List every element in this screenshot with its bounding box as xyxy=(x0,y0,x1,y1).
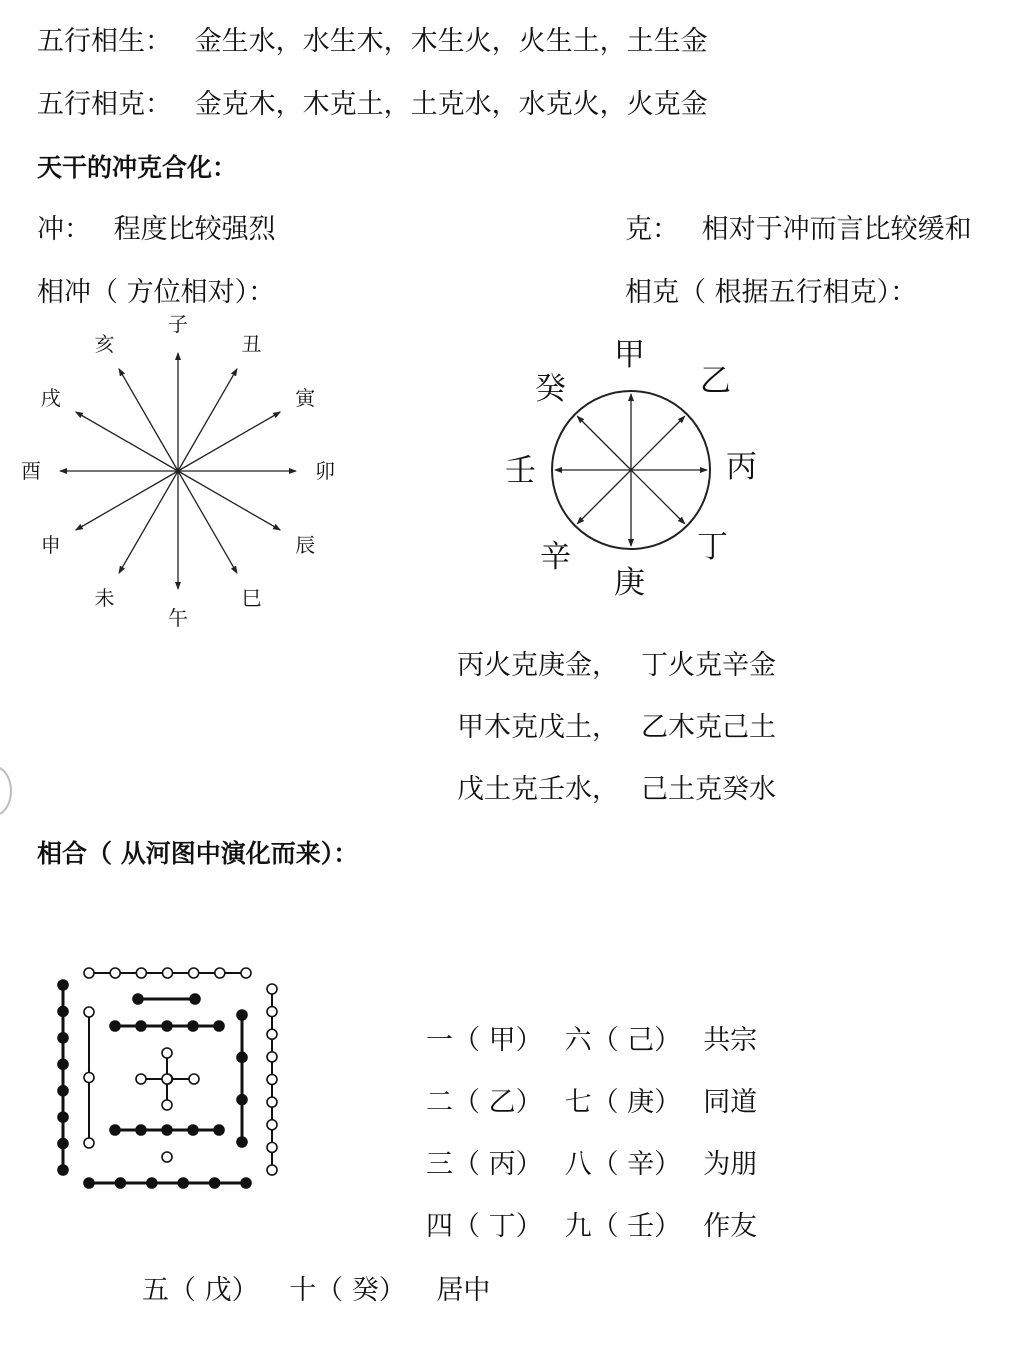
branch-label: 戌 xyxy=(40,385,61,410)
sheng-label: 五行相生： xyxy=(37,26,172,57)
hetu-dot-filled xyxy=(147,1178,157,1188)
stem-label: 乙 xyxy=(700,363,731,399)
hetu-dot-filled xyxy=(58,1059,68,1069)
hetu-dot-filled xyxy=(214,1125,224,1135)
branch-label: 丑 xyxy=(241,331,262,356)
ke-desc: 相对于冲而言比较缓和 xyxy=(701,214,972,245)
stem-label: 丙 xyxy=(726,449,757,485)
hetu-dot-filled xyxy=(58,1165,68,1175)
hetu-dot-open xyxy=(267,1029,277,1039)
hetu-dot-open xyxy=(267,1075,277,1085)
hetu-dot-filled xyxy=(58,1033,68,1043)
hetu-dot-open xyxy=(84,1073,94,1083)
hetu-dot-filled xyxy=(237,1052,247,1062)
branch-label: 卯 xyxy=(315,459,335,483)
stem-label: 丁 xyxy=(697,529,728,565)
he-title: 相合（ 从河图中演化而来）： xyxy=(37,839,359,868)
hetu-dot-filled xyxy=(84,1178,94,1188)
he-pair-c: 共宗 xyxy=(703,1025,758,1056)
stem-label: 癸 xyxy=(535,371,566,407)
ke-pair-b: 己土克癸水 xyxy=(641,774,776,805)
ke-heading: 相克（ 根据五行相克）： xyxy=(625,277,918,308)
section-title: 天干的冲克合化： xyxy=(37,153,238,182)
chong-desc: 程度比较强烈 xyxy=(113,214,276,245)
hetu-dot-open xyxy=(136,968,146,978)
hetu-dot-open xyxy=(267,1142,277,1152)
hetu-dot-filled xyxy=(178,1178,188,1188)
hetu-dot-open xyxy=(84,968,94,978)
hetu-dot-open xyxy=(163,968,173,978)
hetu-dot-open xyxy=(267,1165,277,1175)
branch-label: 辰 xyxy=(295,532,316,557)
he-pair-b: 九（ 壬） xyxy=(564,1211,682,1242)
hetu-dot-open xyxy=(110,968,120,978)
hetu-dot-filled xyxy=(188,1021,198,1031)
hetu-dot-filled xyxy=(110,1021,120,1031)
hetu-dot-filled xyxy=(237,1095,247,1105)
hetu-dot-filled xyxy=(58,1139,68,1149)
hetu-dot-filled xyxy=(115,1178,125,1188)
hetu-dot-filled xyxy=(110,1125,120,1135)
hetu-dot-filled xyxy=(58,1086,68,1096)
ke-text: 金克木，木克土，土克水，水克火，火克金 xyxy=(194,89,708,120)
he-pair-row xyxy=(426,1149,757,1181)
hetu-dot-open xyxy=(215,968,225,978)
hetu-dot-open xyxy=(84,1007,94,1017)
hetu-dot-filled xyxy=(241,1178,251,1188)
hetu-dot-filled xyxy=(136,1125,146,1135)
he-pair-a: 一（ 甲） xyxy=(426,1025,543,1056)
he-pair-c: 为朋 xyxy=(703,1149,758,1180)
he-center-line xyxy=(142,1275,490,1307)
hetu-dot-filled xyxy=(237,1137,247,1147)
hetu-dot-open xyxy=(162,1100,172,1110)
branch-label: 巳 xyxy=(241,586,262,611)
ke-pair-a: 戊土克壬水， xyxy=(457,774,619,805)
he-pair-c: 作友 xyxy=(703,1211,758,1242)
hetu-dot-open xyxy=(267,984,277,994)
hetu-dot-open xyxy=(267,1052,277,1062)
he-pair-b: 八（ 辛） xyxy=(564,1149,682,1180)
he-center-a: 五（ 戊） xyxy=(142,1275,259,1306)
ke-desc-label: 克： xyxy=(625,214,679,245)
hetu-dot-filled xyxy=(190,994,200,1004)
stem-label: 辛 xyxy=(540,539,571,575)
hetu-dot-open xyxy=(84,1138,94,1148)
hetu-dot-filled xyxy=(58,1006,68,1016)
branch-label: 子 xyxy=(168,312,188,336)
he-center-c: 居中 xyxy=(436,1275,491,1306)
branch-label: 未 xyxy=(94,586,115,611)
hetu-dot-filled xyxy=(188,1125,198,1135)
he-pair-a: 二（ 乙） xyxy=(426,1087,543,1118)
hetu-dot-open xyxy=(136,1074,146,1084)
he-pair-b: 六（ 己） xyxy=(564,1025,682,1056)
hetu-dot-open xyxy=(162,1048,172,1058)
chong-heading: 相冲（ 方位相对）： xyxy=(37,277,276,308)
hetu-dot-open xyxy=(162,1152,172,1162)
hetu-dot-filled xyxy=(214,1021,224,1031)
he-pair-a: 四（ 丁） xyxy=(426,1211,543,1242)
hetu-dot-filled xyxy=(162,1021,172,1031)
stem-label: 甲 xyxy=(614,337,645,373)
hetu-dot-filled xyxy=(58,980,68,990)
stem-label: 庚 xyxy=(614,565,645,601)
hetu-dot-filled xyxy=(237,1010,247,1020)
hetu-dot-filled xyxy=(58,1112,68,1122)
ke-pair-b: 丁火克辛金 xyxy=(641,650,776,681)
hetu-dot-open xyxy=(189,1074,199,1084)
branch-label: 午 xyxy=(168,606,188,630)
he-pair-c: 同道 xyxy=(703,1087,758,1118)
he-pair-row xyxy=(426,1211,757,1243)
ke-label: 五行相克： xyxy=(37,89,172,120)
sheng-text: 金生水，水生木，木生火，火生土，土生金 xyxy=(194,26,708,57)
branch-label: 酉 xyxy=(21,459,41,483)
hetu-dot-filled xyxy=(162,1125,172,1135)
chong-label: 冲： xyxy=(37,214,91,245)
branch-label: 寅 xyxy=(295,385,316,410)
ke-pair-a: 丙火克庚金， xyxy=(457,650,619,681)
he-pair-b: 七（ 庚） xyxy=(564,1087,682,1118)
ke-pair-b: 乙木克己土 xyxy=(641,712,776,743)
he-center-b: 十（ 癸） xyxy=(289,1275,406,1306)
stem-label: 壬 xyxy=(505,453,536,489)
hetu-dot-open xyxy=(267,1120,277,1130)
ke-pair-a: 甲木克戊土， xyxy=(457,712,619,743)
hetu-dot-open xyxy=(189,968,199,978)
he-pair-row xyxy=(426,1025,757,1057)
branch-label: 申 xyxy=(40,532,61,557)
hetu-dot-open xyxy=(267,1007,277,1017)
he-pair-a: 三（ 丙） xyxy=(426,1149,543,1180)
hetu-dot-open xyxy=(241,968,251,978)
hetu-dot-filled xyxy=(210,1178,220,1188)
hetu-dot-filled xyxy=(133,994,143,1004)
hetu-dot-open xyxy=(267,1097,277,1107)
he-pair-row xyxy=(426,1087,757,1119)
branch-label: 亥 xyxy=(94,331,115,356)
hetu-dot-open xyxy=(162,1074,172,1084)
hetu-dot-filled xyxy=(136,1021,146,1031)
